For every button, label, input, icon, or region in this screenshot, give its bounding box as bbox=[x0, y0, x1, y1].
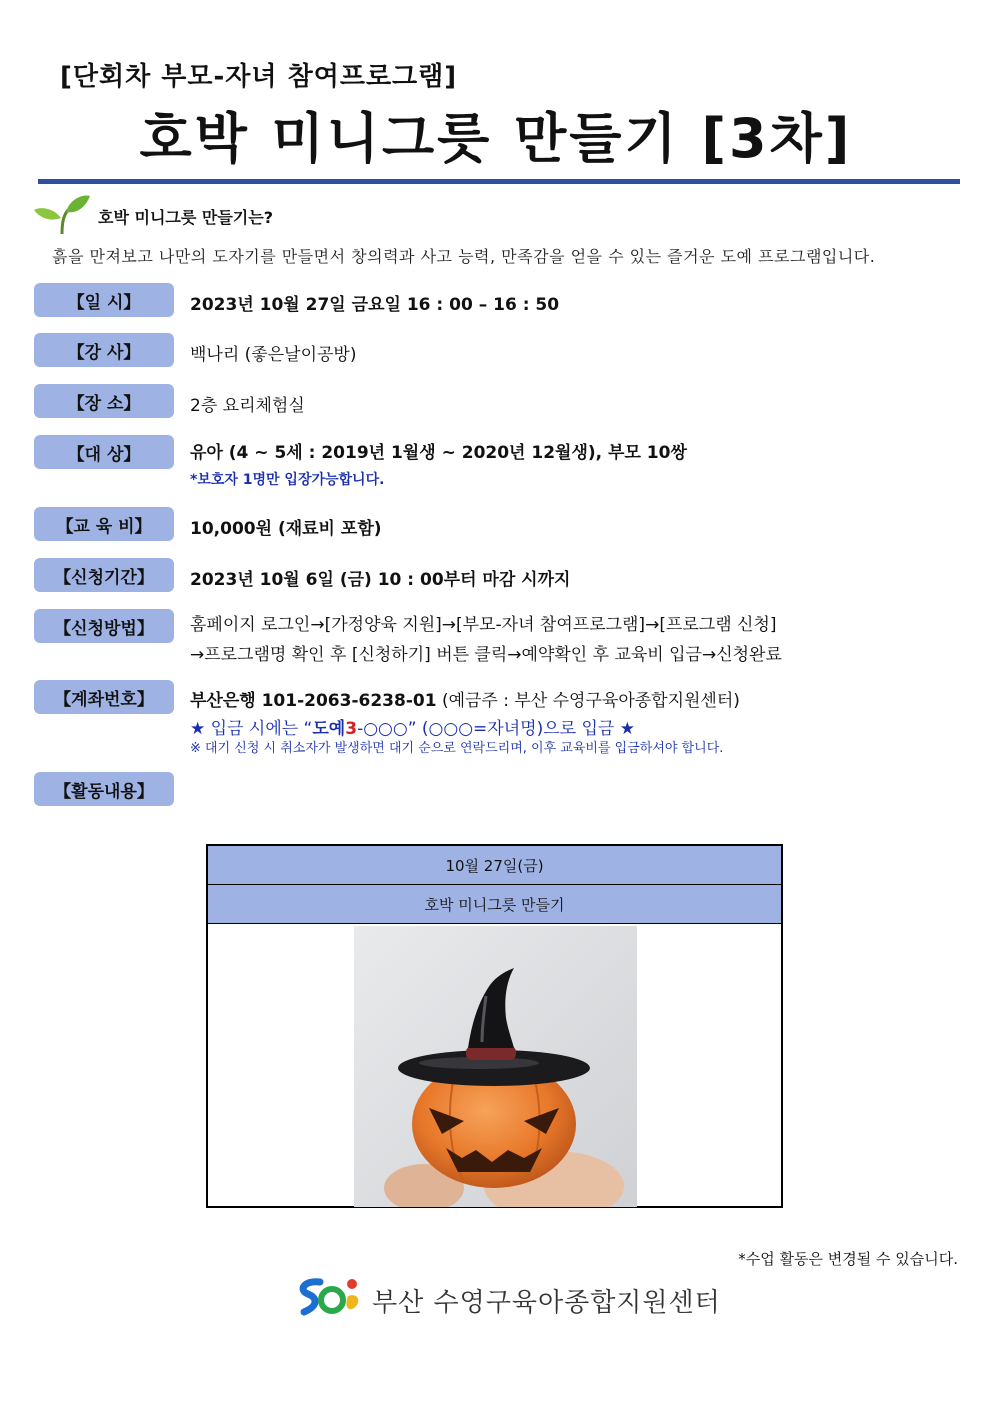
intro-heading: 호박 미니그릇 만들기는? bbox=[98, 208, 273, 227]
title-divider bbox=[38, 179, 960, 184]
deposit-code-number: 3 bbox=[345, 719, 358, 739]
method-line-1: 홈페이지 로그인→[가정양육 지원]→[부모-자녀 참여프로그램]→[프로그램 신청] bbox=[190, 615, 777, 635]
teacher-value: 백나리 (좋은날이공방) bbox=[190, 345, 357, 365]
activity-name-row: 호박 미니그릇 만들기 bbox=[208, 885, 781, 924]
pumpkin-photo bbox=[354, 926, 637, 1207]
target-value: 유아 (4 ~ 5세 : 2019년 1월생 ~ 2020년 12월생), 부모 10쌍 bbox=[190, 443, 687, 463]
deposit-code-word: 도예 bbox=[312, 719, 346, 739]
activity-photo-cell bbox=[208, 924, 781, 1208]
intro-text: 흙을 만져보고 나만의 도자기를 만들면서 창의력과 사고 능력, 만족감을 얻을 수 있는 즐거운 도예 프로그램입니다. bbox=[52, 247, 876, 266]
activity-label: 【활동내용】 bbox=[34, 772, 174, 806]
deposit-prefix: ★ 입금 시에는 “ bbox=[190, 719, 313, 739]
target-label: 【대 상】 bbox=[34, 435, 174, 469]
target-note: *보호자 1명만 입장가능합니다. bbox=[190, 472, 385, 488]
account-holder: (예금주 : 부산 수영구육아종합지원센터) bbox=[441, 691, 740, 711]
fee-label: 【교 육 비】 bbox=[34, 507, 174, 541]
account-bank: 부산은행 101-2063-6238-01 bbox=[190, 691, 437, 711]
date-label: 【일 시】 bbox=[34, 283, 174, 317]
deposit-instruction bbox=[190, 714, 635, 739]
date-value: 2023년 10월 27일 금요일 16 : 00 – 16 : 50 bbox=[190, 295, 560, 315]
sprout-icon bbox=[32, 192, 92, 236]
program-subtitle: [단회차 부모-자녀 참여프로그램] bbox=[60, 62, 458, 92]
center-logo-icon bbox=[294, 1274, 366, 1318]
account-label: 【계좌번호】 bbox=[34, 680, 174, 714]
method-line-2: →프로그램명 확인 후 [신청하기] 버튼 클릭→예약확인 후 교육비 입금→신청완료 bbox=[190, 645, 782, 665]
period-label: 【신청기간】 bbox=[34, 558, 174, 592]
place-label: 【장 소】 bbox=[34, 384, 174, 418]
waitlist-note: ※ 대기 신청 시 취소자가 발생하면 대기 순으로 연락드리며, 이후 교육비를 입금하셔야 합니다. bbox=[190, 741, 724, 756]
place-value: 2층 요리체험실 bbox=[190, 396, 305, 416]
account-line bbox=[190, 686, 740, 711]
activity-date-row: 10월 27일(금) bbox=[208, 846, 781, 885]
footer-note: *수업 활동은 변경될 수 있습니다. bbox=[738, 1250, 958, 1268]
teacher-label: 【강 사】 bbox=[34, 333, 174, 367]
period-value: 2023년 10월 6일 (금) 10 : 00부터 마감 시까지 bbox=[190, 570, 571, 590]
method-label: 【신청방법】 bbox=[34, 609, 174, 643]
fee-value: 10,000원 (재료비 포함) bbox=[190, 519, 382, 539]
activity-table bbox=[206, 844, 783, 1208]
deposit-suffix: -○○○” (○○○=자녀명)으로 입금 ★ bbox=[357, 719, 635, 739]
center-logo-text: 부산 수영구육아종합지원센터 bbox=[372, 1288, 721, 1318]
page-title: 호박 미니그릇 만들기 [3차] bbox=[139, 107, 853, 170]
